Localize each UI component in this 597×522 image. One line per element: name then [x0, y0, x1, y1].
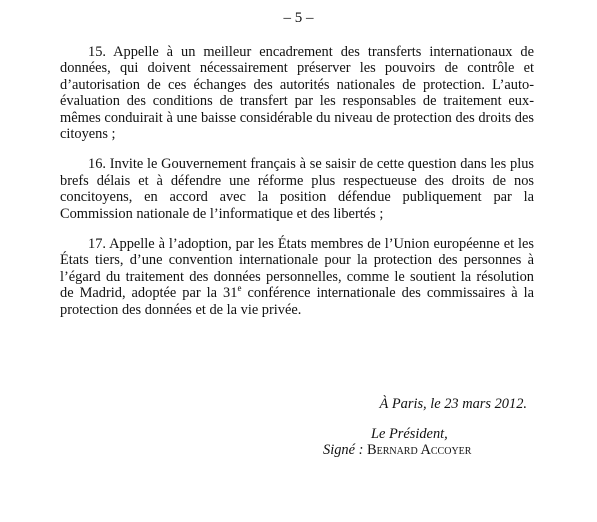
signed-label: Signé :: [323, 442, 364, 458]
signer-name: Bernard Accoyer: [366, 442, 472, 458]
signed-line: [323, 442, 543, 458]
ordinal-superscript: e: [237, 283, 242, 294]
paragraph-17: [60, 236, 534, 318]
page-number: – 5 –: [283, 10, 314, 26]
place-date: À Paris, le 23 mars 2012.: [379, 396, 527, 412]
paragraph-15: 15. Appelle à un meilleur encadrement des transferts internationaux de données, qui doivent nécessairement préserver les pouvoirs de contrôle et d’autorisation de ces échanges des autorités nationales de protection. L’auto-évaluation des conditions de transfert par les responsables de traitement eux-mêmes conduirait à une baisse considérable du niveau de protection des droits des citoyens ;: [60, 44, 534, 143]
signer-role: Le Président,: [371, 426, 448, 442]
resolution-body: [60, 44, 534, 318]
paragraph-16: 16. Invite le Gouvernement français à se saisir de cette question dans les plus brefs délais et à défendre une réforme plus respectueuse des droits de nos concitoyens, en accord avec la position défendue publiquement par la Commission nationale de l’informatique et des libertés ;: [60, 156, 534, 222]
paragraph-17-text-after: conférence internationale des commissaires à la protection des données et de la vie privée.: [60, 285, 534, 318]
paragraph-17-text-before: 17. Appelle à l’adoption, par les États membres de l’Union européenne et les États tiers, d’une convention internationale pour la protection des personnes à l’égard du traitement des données personnelles, comme le soutient la résolution de Madrid, adoptée par la 31: [60, 236, 534, 302]
closing-place-date-block: [223, 396, 527, 413]
signature-block: [323, 426, 543, 458]
